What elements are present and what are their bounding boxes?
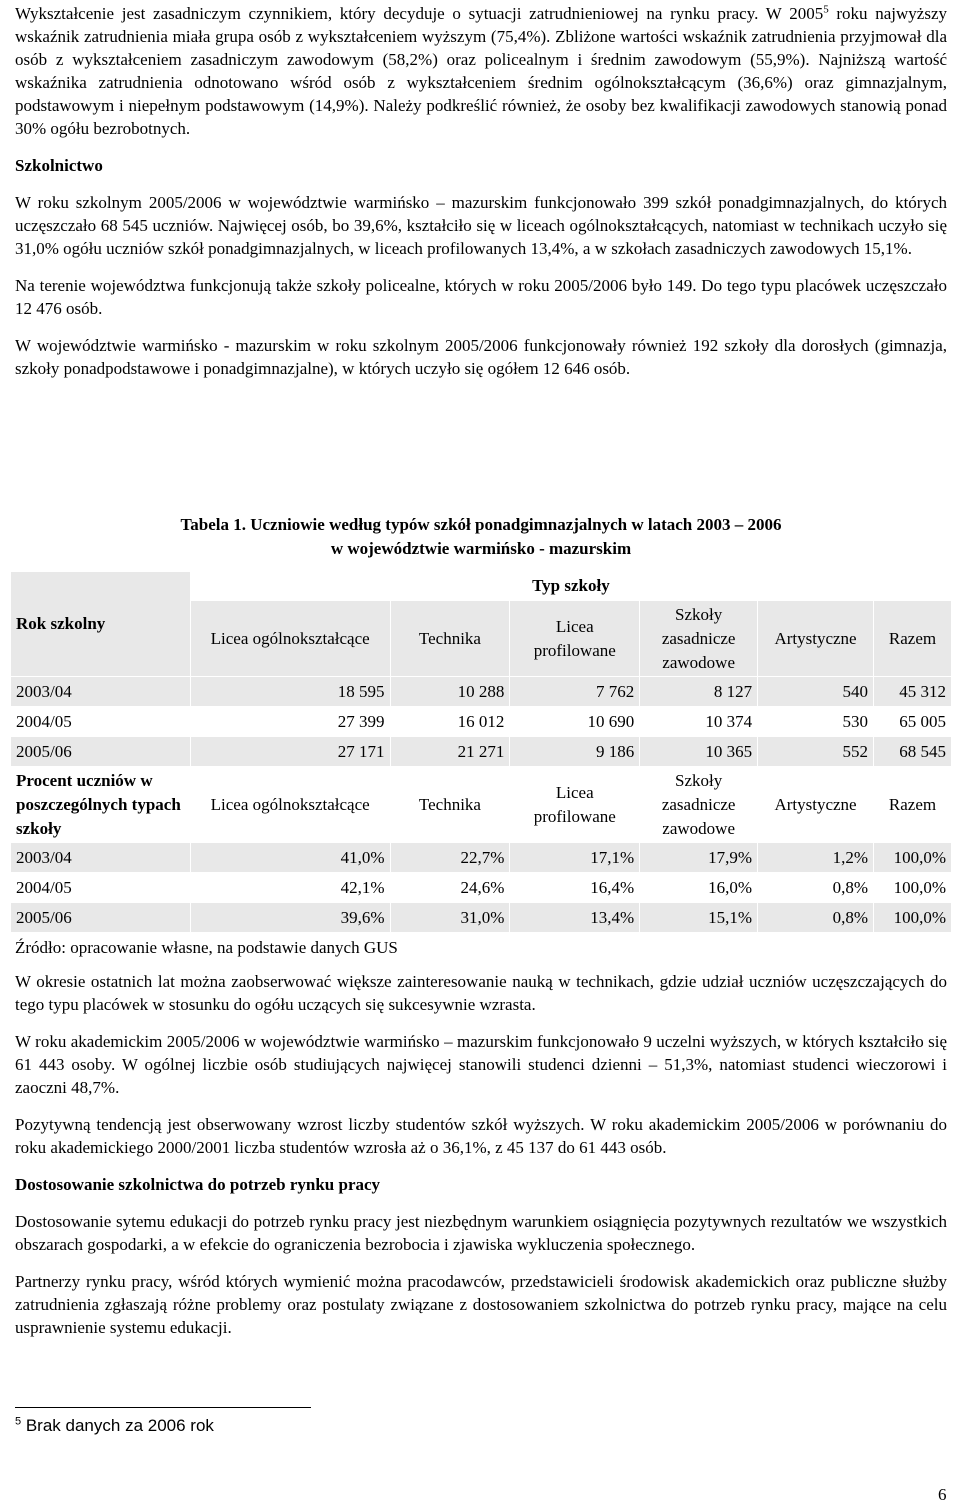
header-school-type: Typ szkoły <box>190 572 951 601</box>
page-number: 6 <box>938 1485 947 1504</box>
header-col: Technika <box>390 601 510 677</box>
lower-text <box>15 970 947 1339</box>
header-col: Licea ogólnokształcące <box>190 601 390 677</box>
table-row: 2003/04 18 595 10 288 7 762 8 127 540 45 312 <box>11 677 952 707</box>
header-col: Licea profilowane <box>510 767 640 843</box>
paragraph-adjustment: Dostosowanie sytemu edukacji do potrzeb rynku pracy jest niezbędnym warunkiem osiągnięcia pozytywnych rezultatów we wszystkich obszarach gospodarki, a w efekcie do ograniczenia bezrobocia i zjawiska wykluczenia społecznego. <box>15 1212 947 1254</box>
paragraph-post-secondary: Na terenie województwa funkcjonują także szkoły policealne, których w roku 2005/2006 było 149. Do tego typu placówek uczęszczało 12 476 osób. <box>15 276 947 318</box>
header-col: Artystyczne <box>758 601 874 677</box>
upper-text <box>15 2 947 380</box>
table-caption: Tabela 1. Uczniowie według typów szkół ponadgimnazjalnych w latach 2003 – 2006 w województwie warmińsko - mazurskim <box>180 515 782 558</box>
paragraph-adult-schools: W województwie warmińsko - mazurskim w roku szkolnym 2005/2006 funkcjonowały również 192 szkoły dla dorosłych (gimnazja, szkoły ponadpodstawowe i ponadgimnazjalne), w których uczyło się ogółem 12 646 osób. <box>15 336 947 378</box>
students-table <box>10 571 952 959</box>
header-col: Szkoły zasadnicze zawodowe <box>640 601 758 677</box>
table-row: 2004/05 42,1% 24,6% 16,4% 16,0% 0,8% 100,0% <box>11 873 952 903</box>
header-school-year: Rok szkolny <box>11 572 191 677</box>
footnote: $^5$ Brak danych za 2006 rok <box>15 1415 214 1435</box>
paragraph-schools: W roku szkolnym 2005/2006 w województwie warmińsko – mazurskim funkcjonowało 399 szkół ponadgimnazjalnych, do których uczęszczało 68 545 uczniów. Najwięcej osób, bo 39,6%, kształciło się w liceach ogólnokształcących, natomiast w technikach uczyło się 31,0% ogółu uczniów szkół ponadgimnazjalnych, w liceach profilowanych 13,4%, a w szkołach zasadniczych zawodowych 15,1%. <box>15 193 947 258</box>
table-row: 2004/05 27 399 16 012 10 690 10 374 530 65 005 <box>11 707 952 737</box>
paragraph-technika: W okresie ostatnich lat można zaobserwować większe zainteresowanie nauką w technikach, gdzie udział uczniów uczęszczających do tego typu placówek w stosunku do ogółu uczących się sukcesywnie wzrasta. <box>15 972 947 1014</box>
paragraph-universities: W roku akademickim 2005/2006 w województwie warmińsko – mazurskim funkcjonowało 9 uczelni wyższych, w których kształciło się 61 443 osoby. W ogólnej liczbie osób studiujących najwięcej stanowili studenci dzienni – 51,3%, natomiast studenci wieczorowi i zaoczni 48,7%. <box>15 1032 947 1097</box>
heading-adjustment: Dostosowanie szkolnictwa do potrzeb rynku pracy <box>15 1175 381 1194</box>
header-col: Artystyczne <box>758 767 874 843</box>
header-col: Razem <box>874 601 952 677</box>
table-source: Źródło: opracowanie własne, na podstawie danych GUS <box>15 938 398 957</box>
header-col: Szkoły zasadnicze zawodowe <box>640 767 758 843</box>
table-row: 2003/04 41,0% 22,7% 17,1% 17,9% 1,2% 100,0% <box>11 843 952 873</box>
header-col: Licea ogólnokształcące <box>190 767 390 843</box>
footnote-rule <box>15 1407 311 1408</box>
table-row: 2005/06 39,6% 31,0% 13,4% 15,1% 0,8% 100,0% <box>11 903 952 933</box>
header-col: Licea profilowane <box>510 601 640 677</box>
header-col: Razem <box>874 767 952 843</box>
header-col: Technika <box>390 767 510 843</box>
paragraph-students-growth: Pozytywną tendencją jest obserwowany wzrost liczby studentów szkół wyższych. W roku akademickim 2005/2006 w porównaniu do roku akademickiego 2000/2001 liczba studentów wzrosła aż o 36,1%, z 45 137 do 61 443 osób. <box>15 1115 947 1157</box>
header-percent-label: Procent uczniów w poszczególnych typach szkoły <box>11 767 191 843</box>
paragraph-partners: Partnerzy rynku pracy, wśród których wymienić można pracodawców, przedstawicieli środowisk akademickich oraz publiczne służby zatrudnienia zgłaszają różne problemy oraz postulaty związane z dostosowaniem szkolnictwa do potrzeb rynku pracy, mające na celu usprawnienie systemu edukacji. <box>15 1272 947 1337</box>
heading-schools: Szkolnictwo <box>15 156 103 175</box>
footnote-ref[interactable]: 5 <box>823 3 829 16</box>
paragraph-employment: Wykształcenie jest zasadniczym czynnikiem, który decyduje o sytuacji zatrudnieniowej na rynku pracy. W 2005$^5$ roku najwyższy wskaźnik zatrudnienia miała grupa osób z wykształceniem wyższym (75,4%). Zbliżone wartości wskaźnik zatrudnienia przyjmował dla osób z wykształceniem zasadniczym zawodowym (58,2%) oraz policealnym i średnim zawodowym (55,9%). Najniższą wartość wskaźnika zatrudnienia odnotowano wśród osób z wykształceniem średnim ogólnokształcącym (36,6%) oraz gimnazjalnym, podstawowym i niepełnym podstawowym (14,9%). Należy podkreślić również, że osoby bez kwalifikacji zawodowych stanowią ponad 30% ogółu bezrobotnych. <box>15 3 948 138</box>
table-row: 2005/06 27 171 21 271 9 186 10 365 552 68 545 <box>11 737 952 767</box>
